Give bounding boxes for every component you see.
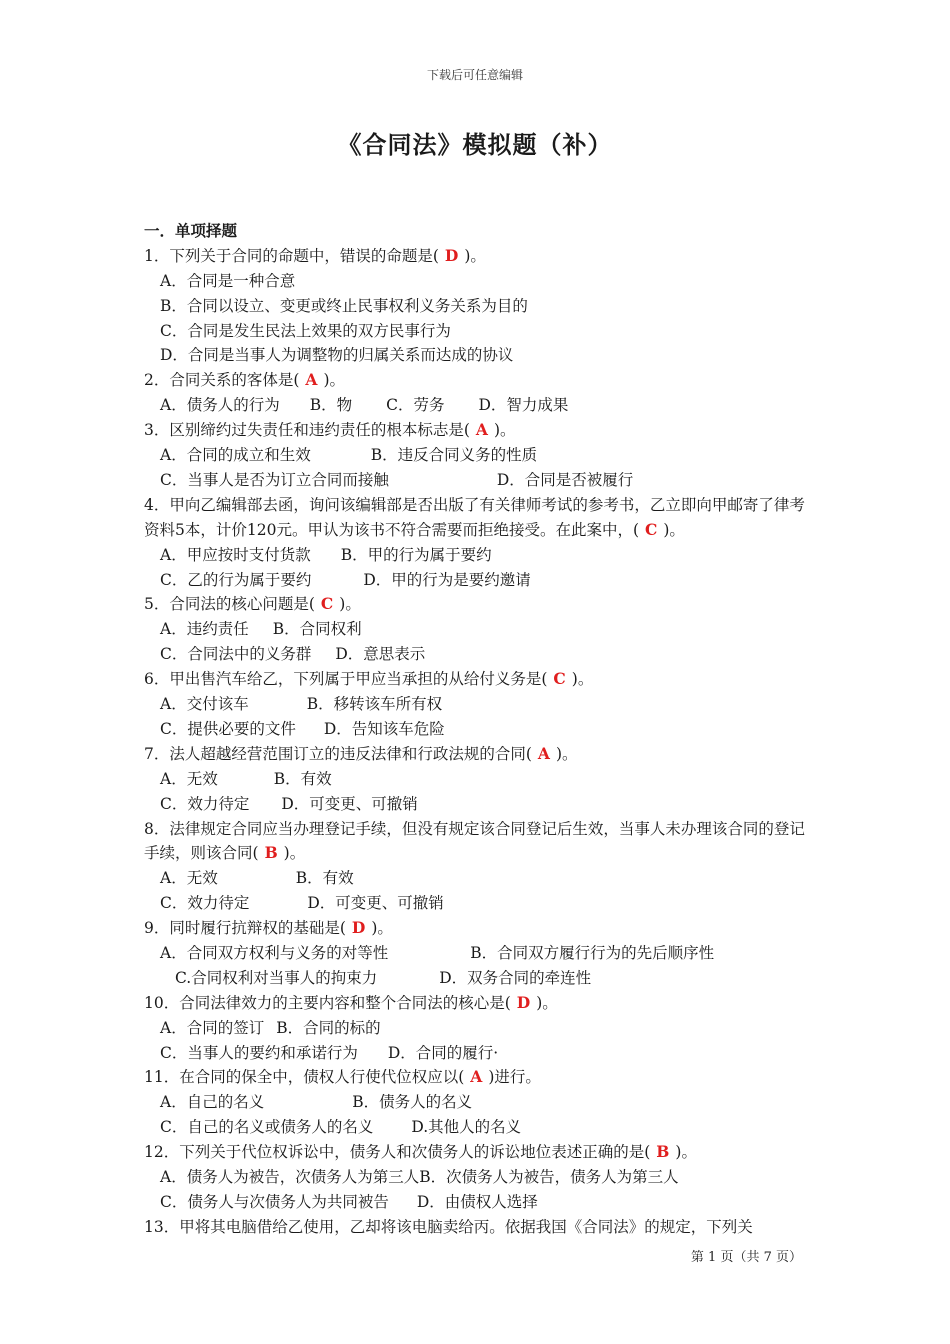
option-row — [144, 642, 812, 667]
question-stem — [144, 667, 812, 692]
question-end: )。 — [555, 744, 578, 763]
question-stem — [144, 244, 812, 269]
option-row — [144, 941, 812, 966]
question-text: 2．合同关系的客体是( — [144, 371, 300, 390]
question-end: )。 — [339, 595, 361, 614]
answer-option: D．由债权人选择 — [416, 1192, 538, 1211]
question-end: )。 — [323, 371, 346, 390]
option-row — [144, 1165, 812, 1190]
question-stem — [144, 1140, 812, 1165]
option-row — [144, 468, 812, 493]
answer-option: A．无效 — [160, 869, 218, 888]
page-title: 《合同法》模拟题（补） — [337, 130, 613, 159]
answer-option: A．无效 — [160, 769, 218, 788]
question-stem — [144, 592, 812, 617]
question-text: 7．法人超越经营范围订立的违反法律和行政法规的合同( — [144, 744, 532, 763]
answer-option: A．合同是一种合意 — [160, 271, 296, 290]
question-stem — [144, 916, 812, 941]
answer-letter: B — [656, 1142, 670, 1162]
answer-letter: C — [553, 669, 566, 689]
answer-option: B．有效 — [295, 869, 354, 888]
answer-option: A．债务人为被告，次债务人为第三人B．次债务人为被告，债务人为第三人 — [160, 1168, 679, 1187]
answer-letter: C — [645, 519, 658, 539]
answer-option: D．合同是否被履行 — [496, 470, 634, 489]
answer-option: C.合同权利对当事人的拘束力 — [175, 968, 378, 987]
answer-option: D.其他人的名义 — [411, 1118, 522, 1137]
answer-option: A．合同的成立和生效 — [160, 446, 311, 465]
answer-letter: D — [516, 992, 531, 1012]
answer-option: C．债务人与次债务人为共同被告 — [160, 1192, 389, 1211]
option-row — [144, 1090, 812, 1115]
answer-option: C．效力待定 — [160, 894, 250, 913]
answer-option: A．甲应按时支付货款 — [160, 545, 311, 564]
question-end: )。 — [571, 670, 594, 689]
answer-option: D．可变更、可撤销 — [281, 794, 418, 813]
option-row — [144, 767, 812, 792]
answer-option: D．可变更、可撤销 — [307, 894, 444, 913]
answer-option: D．意思表示 — [335, 645, 426, 664]
answer-option: B．合同双方履行行为的先后顺序性 — [470, 944, 715, 962]
answer-option: C．合同法中的义务群 — [160, 645, 312, 664]
answer-letter: D — [444, 245, 459, 265]
question-end: )进行。 — [488, 1068, 541, 1087]
question-stem — [144, 493, 812, 543]
answer-option: C．合同是发生民法上效果的双方民事行为 — [160, 321, 451, 340]
option-row — [144, 269, 812, 294]
answer-option: C．当事人的要约和承诺行为 — [160, 1043, 358, 1062]
question-stem — [144, 817, 812, 867]
answer-option: B．甲的行为属于要约 — [340, 545, 492, 564]
answer-letter: B — [264, 843, 278, 863]
answer-option: B．债务人的名义 — [352, 1093, 473, 1112]
answer-option: A．合同的签订 — [160, 1018, 265, 1037]
option-row — [144, 294, 812, 319]
answer-option: D．甲的行为是要约邀请 — [363, 570, 531, 589]
option-row — [144, 319, 812, 344]
document-body — [144, 219, 812, 1240]
question-end: )。 — [371, 919, 393, 938]
answer-option: D．双务合同的牵连性 — [439, 968, 592, 987]
question-text: 11．在合同的保全中，债权人行使代位权应以( — [144, 1068, 465, 1087]
section-heading: 一．单项择题 — [144, 221, 238, 240]
answer-option: A．债务人的行为 — [160, 396, 280, 415]
question-end: )。 — [663, 520, 685, 539]
question-end: )。 — [493, 421, 516, 440]
question-text: 5．合同法的核心问题是( — [144, 595, 315, 614]
option-row — [144, 891, 812, 916]
answer-letter: A — [475, 420, 488, 440]
answer-option: A．交付该车 — [160, 695, 249, 714]
answer-option: A．违约责任 — [160, 620, 249, 639]
answer-option: B．合同的标的 — [276, 1018, 381, 1037]
question-end: )。 — [675, 1143, 697, 1162]
option-row — [144, 866, 812, 891]
answer-option: A．自己的名义 — [160, 1093, 265, 1112]
option-row — [144, 1190, 812, 1215]
option-row — [144, 692, 812, 717]
question-text: 9．同时履行抗辩权的基础是( — [144, 919, 346, 938]
answer-option: B．合同权利 — [272, 620, 362, 639]
question-text: 6．甲出售汽车给乙，下列属于甲应当承担的从给付义务是( — [144, 670, 548, 689]
option-row — [144, 343, 812, 368]
question-text: 3．区别缔约过失责任和违约责任的根本标志是( — [144, 421, 470, 440]
question-end: )。 — [464, 246, 486, 265]
answer-option: B．物 — [309, 396, 353, 415]
answer-letter: A — [305, 370, 318, 390]
option-row — [144, 617, 812, 642]
answer-option: A．合同双方权利与义务的对等性 — [160, 944, 389, 962]
answer-option: B．合同以设立、变更或终止民事权利义务关系为目的 — [160, 296, 528, 315]
answer-option: B．违反合同义务的性质 — [370, 446, 538, 465]
answer-option: C．乙的行为属于要约 — [160, 570, 312, 589]
option-row — [144, 443, 812, 468]
option-row — [144, 543, 812, 568]
question-text: 8．法律规定合同应当办理登记手续，但没有规定该合同登记后生效，当事人未办理该合同的登记手续，则该合同( — [144, 819, 805, 863]
question-13-stem: 13．甲将其电脑借给乙使用，乙却将该电脑卖给丙。依据我国《合同法》的规定，下列关 — [144, 1217, 753, 1236]
question-stem — [144, 1065, 812, 1090]
question-stem — [144, 742, 812, 767]
question-text: 1．下列关于合同的命题中，错误的命题是( — [144, 246, 439, 265]
option-row — [144, 568, 812, 593]
answer-option: D．合同是当事人为调整物的归属关系而达成的协议 — [160, 346, 514, 365]
option-row — [144, 1016, 812, 1041]
answer-option: C．自己的名义或债务人的名义 — [160, 1118, 374, 1137]
answer-option: C．当事人是否为订立合同而接触 — [160, 470, 389, 489]
answer-option: D．合同的履行· — [387, 1043, 499, 1062]
question-end: )。 — [536, 993, 558, 1012]
option-row — [144, 792, 812, 817]
question-end: )。 — [283, 844, 306, 863]
question-text: 4．甲向乙编辑部去函，询问该编辑部是否出版了有关律师考试的参考书，乙立即向甲邮寄了律考资料5本，计价120元。甲认为该书不符合需要而拒绝接受。在此案中，( — [144, 495, 805, 539]
answer-letter: C — [320, 594, 334, 614]
question-list — [144, 244, 812, 1215]
option-row — [144, 717, 812, 742]
option-row — [144, 1041, 812, 1066]
option-row — [144, 393, 812, 418]
question-stem — [144, 991, 812, 1016]
answer-option: C．效力待定 — [160, 794, 250, 813]
answer-option: D．智力成果 — [478, 396, 569, 415]
page-header: 下载后可任意编辑 — [426, 68, 523, 82]
option-row — [144, 1115, 812, 1140]
answer-option: B．有效 — [273, 769, 332, 788]
answer-option: C．提供必要的文件 — [160, 719, 296, 738]
question-text: 12．下列关于代位权诉讼中，债务人和次债务人的诉讼地位表述正确的是( — [144, 1143, 651, 1162]
answer-letter: A — [470, 1067, 483, 1087]
question-stem — [144, 418, 812, 443]
question-stem — [144, 368, 812, 393]
answer-option: B．移转该车所有权 — [306, 695, 443, 714]
question-text: 10．合同法律效力的主要内容和整个合同法的核心是( — [144, 993, 511, 1012]
answer-option: C．劳务 — [386, 396, 445, 415]
answer-letter: A — [537, 743, 550, 763]
answer-letter: D — [351, 918, 366, 938]
answer-option: D．告知该车危险 — [323, 719, 445, 738]
page-footer: 第 1 页（共 7 页） — [690, 1250, 802, 1265]
option-row — [144, 966, 812, 991]
